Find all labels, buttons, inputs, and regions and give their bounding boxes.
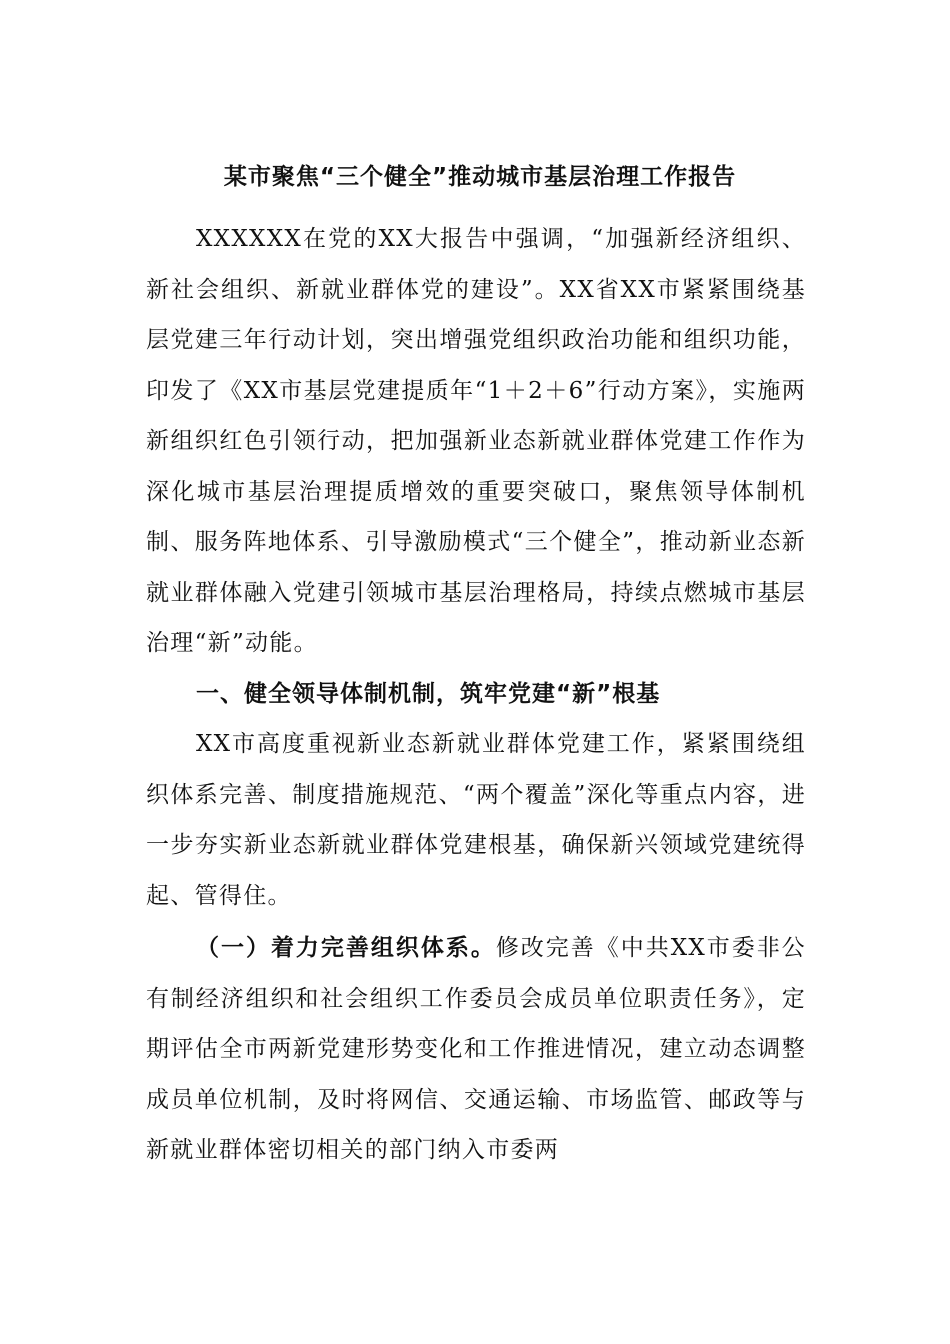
paragraph-subsection-1: [146, 923, 806, 1176]
subsection-body: 修改完善《中共XX市委非公有制经济组织和社会组织工作委员会成员单位职责任务》，定期评估全市两新党建形势变化和工作推进情况，建立动态调整成员单位机制，及时将网信、交通运输、市场监管、邮政等与新就业群体密切相关的部门纳入市委两: [146, 935, 806, 1163]
subsection-lead: （一）着力完善组织体系。: [196, 935, 496, 961]
document-title: 某市聚焦“三个健全”推动城市基层治理工作报告: [223, 164, 737, 190]
document-body: [146, 150, 806, 1176]
paragraph-section-1: XX市高度重视新业态新就业群体党建工作，紧紧围绕组织体系完善、制度措施规范、“两个覆盖”深化等重点内容，进一步夯实新业态新就业群体党建根基，确保新兴领域党建统得起、管得住。: [146, 731, 806, 909]
paragraph-intro: XXXXXX在党的XX大报告中强调，“加强新经济组织、新社会组织、新就业群体党的建设”。XX省XX市紧紧围绕基层党建三年行动计划，突出增强党组织政治功能和组织功能，印发了《XX市基层党建提质年“1＋2＋6”行动方案》，实施两新组织红色引领行动，把加强新业态新就业群体党建工作作为深化城市基层治理提质增效的重要突破口，聚焦领导体制机制、服务阵地体系、引导激励模式“三个健全”，推动新业态新就业群体融入党建引领城市基层治理格局，持续点燃城市基层治理“新”动能。: [146, 226, 806, 656]
section-heading-1: 一、健全领导体制机制，筑牢党建“新”根基: [196, 680, 661, 707]
